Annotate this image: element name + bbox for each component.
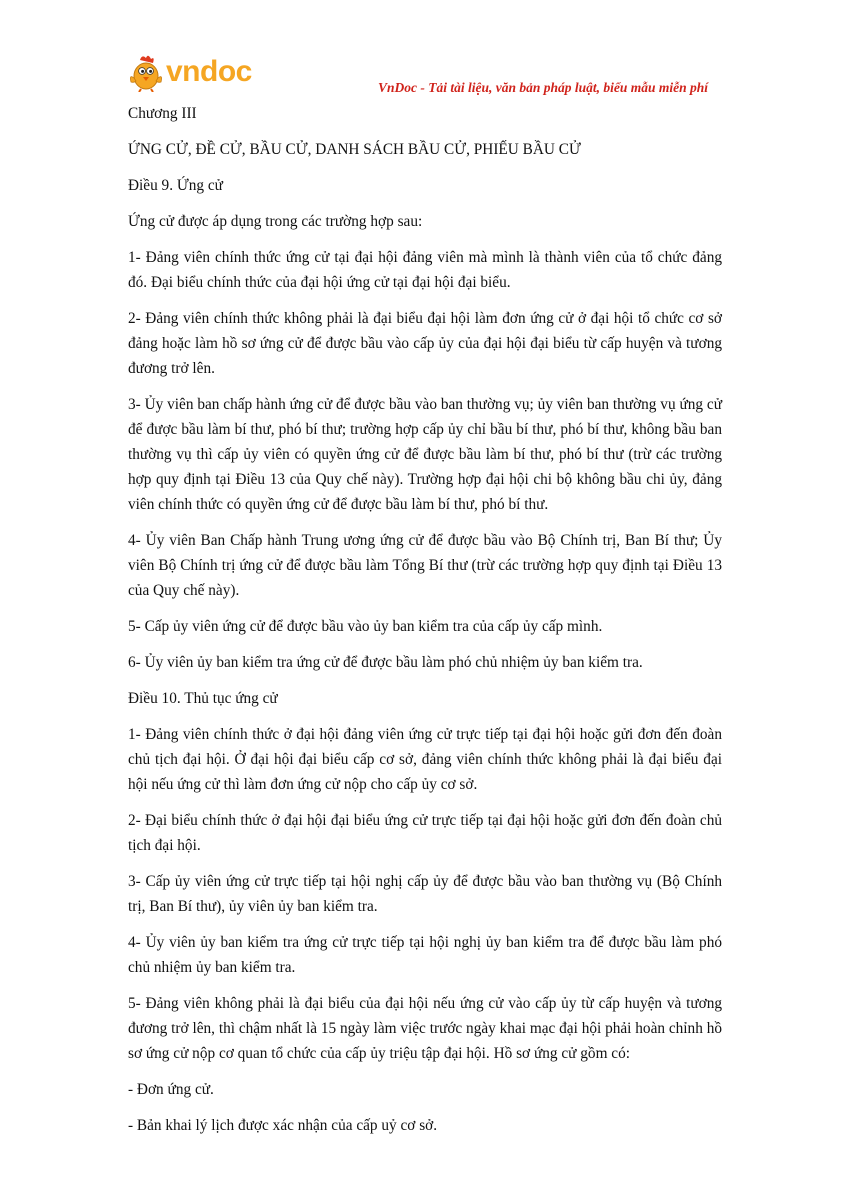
- paragraph: 3- Ủy viên ban chấp hành ứng cử để được bầu vào ban thường vụ; ủy viên ban thường vụ ứng cử để được bầu làm bí thư, phó bí thư; trường hợp cấp ủy chỉ bầu bí thư, phó bí thư, không bầu ban thường vụ thì cấp ủy viên có quyền ứng cử để được bầu làm bí thư, phó bí thư (trừ các trường hợp quy định tại Điều 13 của Quy chế này). Trường hợp đại hội chi bộ không bầu chi ủy, đảng viên chính thức có quyền ứng cử để được bầu làm bí thư, phó bí thư.: [128, 396, 722, 513]
- list-item: - Bản khai lý lịch được xác nhận của cấp uỷ cơ sở.: [128, 1117, 438, 1134]
- paragraph: 1- Đảng viên chính thức ứng cử tại đại hội đảng viên mà mình là thành viên của tổ chức đảng đó. Đại biểu chính thức của đại hội ứng cử tại đại hội đại biểu.: [128, 249, 722, 291]
- paragraph: 2- Đảng viên chính thức không phải là đại biểu đại hội làm đơn ứng cử ở đại hội tổ chức cơ sở đảng hoặc làm hồ sơ ứng cử để được bầu vào cấp ủy của đại hội đại biểu từ cấp huyện và tương đương trở lên.: [128, 310, 722, 377]
- vndoc-logo[interactable]: [128, 52, 252, 92]
- article-10-heading: Điều 10. Thủ tục ứng cử: [128, 690, 278, 707]
- chick-mascot-icon: [128, 52, 164, 92]
- chapter-heading: Chương III: [128, 105, 197, 122]
- page-header: [128, 52, 728, 96]
- list-item: - Đơn ứng cử.: [128, 1081, 214, 1098]
- paragraph: 5- Đảng viên không phải là đại biểu của đại hội nếu ứng cử vào cấp ủy từ cấp huyện và tương đương trở lên, thì chậm nhất là 15 ngày làm việc trước ngày khai mạc đại hội phải hoàn chỉnh hồ sơ ứng cử nộp cơ quan tổ chức của cấp ủy triệu tập đại hội. Hồ sơ ứng cử gồm có:: [128, 995, 722, 1062]
- paragraph: 6- Ủy viên ủy ban kiểm tra ứng cử để được bầu làm phó chủ nhiệm ủy ban kiểm tra.: [128, 654, 643, 671]
- paragraph: 4- Ủy viên ủy ban kiểm tra ứng cử trực tiếp tại hội nghị ủy ban kiểm tra để được bầu làm phó chủ nhiệm ủy ban kiểm tra.: [128, 934, 722, 976]
- paragraph: 1- Đảng viên chính thức ở đại hội đảng viên ứng cử trực tiếp tại đại hội hoặc gửi đơn đến đoàn chủ tịch đại hội. Ở đại hội đại biểu cấp cơ sở, đảng viên chính thức không phải là đại biểu đại hội nếu ứng cử thì làm đơn ứng cử nộp cho cấp ủy cơ sở.: [128, 726, 722, 793]
- paragraph: 2- Đại biểu chính thức ở đại hội đại biểu ứng cử trực tiếp tại đại hội hoặc gửi đơn đến đoàn chủ tịch đại hội.: [128, 812, 722, 854]
- paragraph: Ứng cử được áp dụng trong các trường hợp sau:: [128, 213, 423, 230]
- brand-wordmark: vndoc: [166, 55, 252, 88]
- paragraph: 4- Ủy viên Ban Chấp hành Trung ương ứng cử để được bầu vào Bộ Chính trị, Ban Bí thư; Ủy viên Bộ Chính trị ứng cử để được bầu làm Tổng Bí thư (trừ các trường hợp quy định tại Điều 13 của Quy chế này).: [128, 532, 722, 599]
- document-body: [128, 101, 722, 1149]
- chapter-title: ỨNG CỬ, ĐỀ CỬ, BẦU CỬ, DANH SÁCH BẦU CỬ, PHIẾU BẦU CỬ: [128, 141, 581, 158]
- paragraph: 5- Cấp ủy viên ứng cử để được bầu vào ủy ban kiểm tra của cấp ủy cấp mình.: [128, 618, 603, 635]
- paragraph: 3- Cấp ủy viên ứng cử trực tiếp tại hội nghị cấp ủy để được bầu vào ban thường vụ (Bộ Chính trị, Ban Bí thư), ủy viên ủy ban kiểm tra.: [128, 873, 722, 915]
- article-9-heading: Điều 9. Ứng cử: [128, 177, 223, 194]
- site-tagline: VnDoc - Tải tài liệu, văn bản pháp luật, biểu mẫu miễn phí: [377, 80, 708, 95]
